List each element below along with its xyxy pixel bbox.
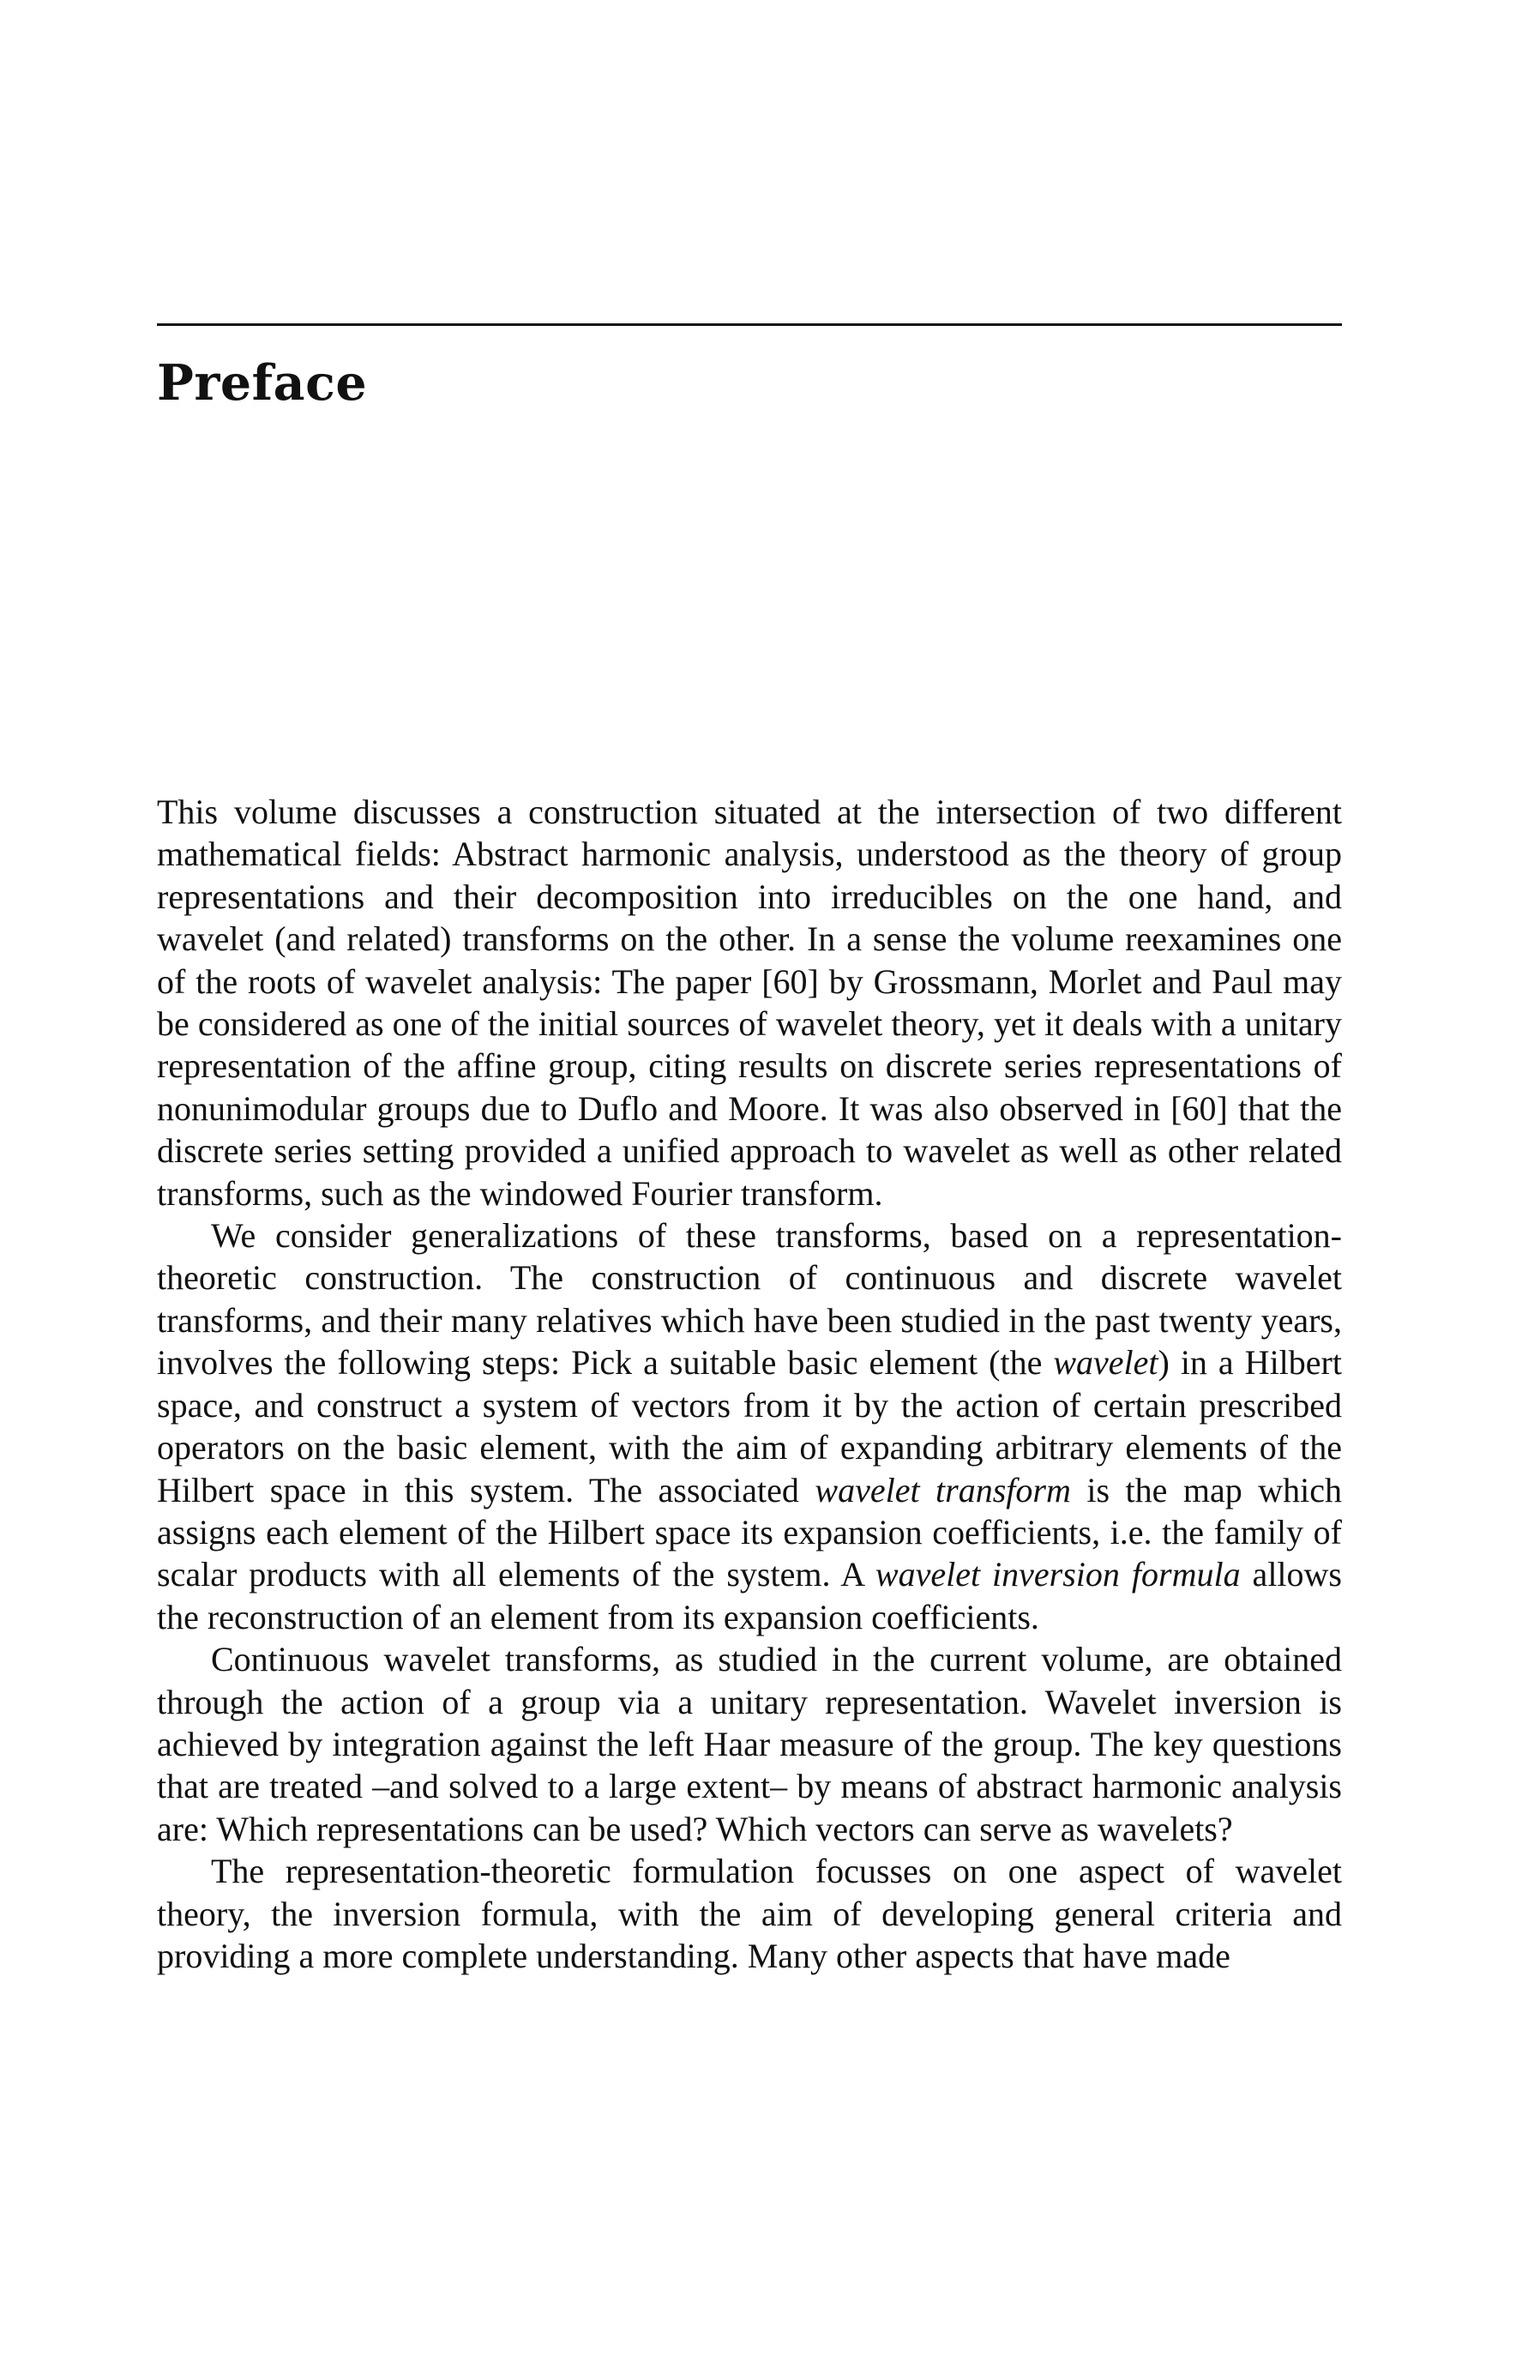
text-segment: allows the reconstruction of an element from its expansion coefficients.	[157, 1555, 1342, 1636]
chapter-title: Preface	[157, 354, 368, 412]
emphasized-term: wavelet	[1053, 1343, 1158, 1383]
text-segment: We consider generalizations of these transforms, based on a representation-theoretic construction. The construction of continuous and discrete wavelet transforms, and their many relatives which have been studied in the past twenty years, involves the following steps: Pick a suitable basic element (the	[157, 1216, 1342, 1383]
chapter-rule	[157, 323, 1342, 326]
paragraph	[157, 791, 1342, 1214]
text-segment: ) in a Hilbert space, and construct a system of vectors from it by the action of certain prescribed operators on the basic element, with the aim of expanding arbitrary elements of the Hilbert space in this system. The associated	[157, 1343, 1342, 1509]
paragraph	[157, 1214, 1342, 1638]
preface-body	[157, 791, 1342, 1977]
text-segment: Continuous wavelet transforms, as studied in the current volume, are obtained through the action of a group via a unitary representation. Wavelet inversion is achieved by integration against the left Haar measure of the group. The key questions that are treated –and solved to a large extent– by means of abstract harmonic analysis are: Which representations can be used? Which vectors can serve as wavelets?	[157, 1640, 1342, 1848]
emphasized-term: wavelet inversion formula	[875, 1555, 1241, 1594]
paragraph	[157, 1850, 1342, 1977]
text-segment: This volume discusses a construction situated at the intersection of two different mathematical fields: Abstract harmonic analysis, understood as the theory of group representations and their decomposition into irreducibles on the one hand, and wavelet (and related) transforms on the other. In a sense the volume reexamines one of the roots of wavelet analysis: The paper [60] by Grossmann, Morlet and Paul may be considered as one of the initial sources of wavelet theory, yet it deals with a unitary representation of the affine group, citing results on discrete series representations of nonunimodular groups due to Duflo and Moore. It was also observed in [60] that the discrete series setting provided a unified approach to wavelet as well as other related transforms, such as the windowed Fourier transform.	[157, 792, 1342, 1213]
emphasized-term: wavelet transform	[815, 1470, 1071, 1509]
text-segment: The representation-theoretic formulation focusses on one aspect of wavelet theory, the inversion formula, with the aim of developing general criteria and providing a more complete understanding. Many other aspects that have made	[157, 1852, 1342, 1975]
text-segment: is the map which assigns each element of the Hilbert space its expansion coefficients, i.e. the family of scalar products with all elements of the system. A	[157, 1470, 1342, 1594]
paragraph	[157, 1638, 1342, 1850]
